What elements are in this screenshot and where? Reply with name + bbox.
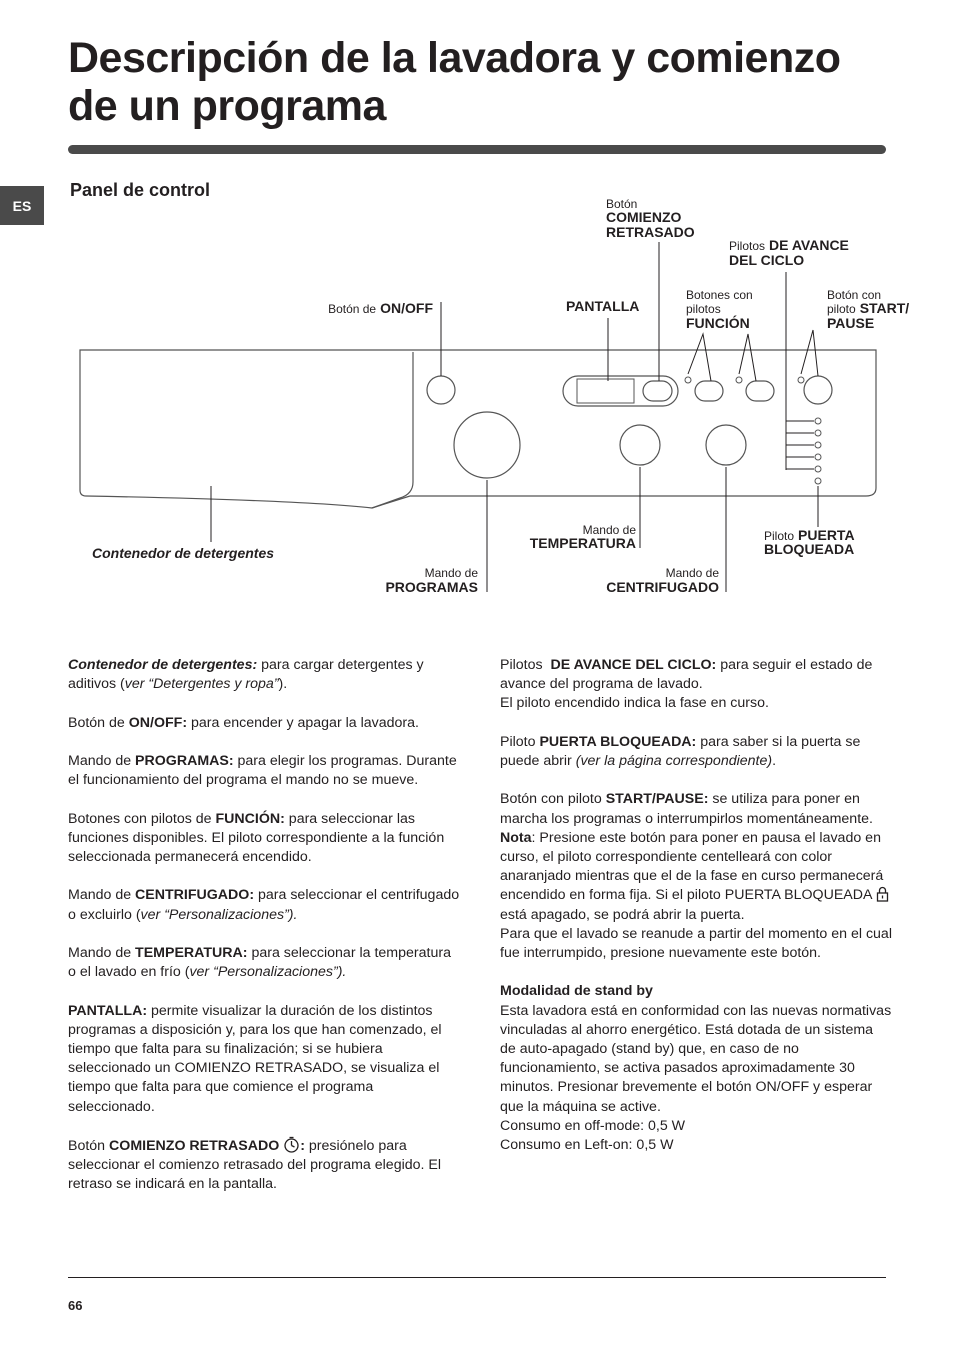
page-title: Descripción de la lavadora y comienzo de un programa: [68, 34, 841, 130]
page-number: 66: [68, 1298, 83, 1313]
temperature-knob: [620, 425, 660, 465]
label-temperatura-pre: Mando de: [582, 523, 636, 537]
section-heading: Panel de control: [70, 180, 211, 200]
function-led-2: [736, 377, 742, 383]
para-contenedor: Contenedor de detergentes: para cargar detergentes y aditivos (ver “Detergentes y ropa”).: [68, 657, 424, 693]
label-pantalla: PANTALLA: [566, 298, 640, 314]
label-comienzo-1: COMIENZO: [606, 209, 682, 225]
label-puerta-2: BLOQUEADA: [764, 541, 855, 557]
function-button-1: [695, 381, 723, 401]
left-column: [68, 656, 460, 1214]
label-programas-pre: Mando de: [424, 566, 478, 580]
lock-icon: [876, 886, 889, 902]
label-funcion-1: Botones con: [686, 288, 753, 302]
para-programas: Mando de PROGRAMAS: para elegir los programas. Durante el funcionamiento del programa el mando no se mueve.: [68, 752, 457, 789]
para-comienzo: Botón COMIENZO RETRASADO : presiónelo para seleccionar el comienzo retrasado del programa elegido. El retraso se indicará en la pantalla.: [68, 1137, 442, 1193]
para-centrifugado: Mando de CENTRIFUGADO: para seleccionar el centrifugado o excluirlo (ver “Personalizaciones”).: [68, 887, 460, 923]
start-led: [798, 377, 804, 383]
para-puerta: Piloto PUERTA BLOQUEADA: para saber si la puerta se puede abrir (ver la página correspondiente).: [500, 733, 861, 769]
label-start-1: Botón con: [827, 288, 882, 302]
para-avance: Pilotos DE AVANCE DEL CICLO: para seguir el estado de avance del programa de lavado. El piloto encendido indica la fase en curso.: [500, 657, 873, 712]
function-button-2: [746, 381, 774, 401]
program-knob: [454, 412, 520, 478]
label-start-3: PAUSE: [827, 315, 875, 331]
para-pantalla: PANTALLA: permite visualizar la duración de los distintos programas a disposición y, para los que han comenzado, el tiempo que falta para su finalización; si se hubiera seleccionado un COMIENZO RETRASADO, se visualiza el tiempo que falta para que comience el programa seleccionado.: [68, 1002, 442, 1115]
para-temperatura: Mando de TEMPERATURA: para seleccionar la temperatura o el lavado en frío (ver “Personalizaciones”).: [68, 944, 451, 981]
label-onoff: Botón de ON/OFF: [328, 300, 433, 316]
label-start-2: piloto START/: [827, 300, 910, 316]
display-screen: [577, 379, 634, 403]
control-panel-diagram: [0, 0, 954, 640]
label-centrifugado: CENTRIFUGADO: [606, 579, 719, 595]
label-avance-2: DEL CICLO: [729, 252, 805, 268]
para-funcion: Botones con pilotos de FUNCIÓN: para seleccionar las funciones disponibles. El piloto correspondiente a la función seleccionada permanecerá encendido.: [68, 810, 445, 865]
standby-title: Modalidad de stand by: [500, 983, 653, 1000]
panel-outline: [80, 350, 876, 508]
language-tab: ES: [0, 186, 44, 225]
label-puerta: Piloto PUERTA: [764, 527, 855, 543]
label-programas: PROGRAMAS: [385, 579, 478, 595]
detergent-drawer: [372, 352, 413, 508]
para-start: Botón con piloto START/PAUSE: se utiliza para poner en marcha los programas o interrumpirlos momentáneamente.: [500, 791, 873, 827]
start-button-shape: [804, 376, 832, 404]
footer-divider: [68, 1277, 886, 1278]
label-contenedor: Contenedor de detergentes: [92, 545, 275, 561]
onoff-button-shape: [427, 376, 455, 404]
label-comienzo-2: RETRASADO: [606, 224, 695, 240]
label-temperatura: TEMPERATURA: [529, 535, 636, 551]
progress-leds: [815, 418, 821, 484]
label-comienzo-pre: Botón: [606, 197, 638, 211]
timer-icon: [283, 1136, 300, 1153]
label-centrifugado-pre: Mando de: [665, 566, 719, 580]
standby-section: Modalidad de stand by Esta lavadora está en conformidad con las nuevas normativas vinculadas al ahorro energético. Está dotada de un sistema de auto-apagado (stand by) que, en caso de no funcionamiento, se activa pasados aproximadamente 30 minutos. Presionar brevemente el botón ON/OFF y esperar que la máquina se active. Consumo en off-mode: 0,5 W Consumo en Left-on: 0,5 W: [500, 983, 892, 1154]
right-column: [500, 656, 892, 1155]
para-nota: Nota: Presione este botón para poner en pausa el lavado en curso, el piloto correspondiente centelleará con color anaranjado mientras que el de la fase en curso permanecerá encendido en forma fija. Si el piloto PUERTA BLOQUEADA está apagado, se podrá abrir la puerta. Para que el lavado se reanude a partir del momento en el cual fue interrumpido, presione nuevamente este botón.: [500, 829, 892, 962]
label-funcion-3: FUNCIÓN: [686, 315, 750, 331]
label-funcion-2: pilotos: [686, 302, 721, 316]
function-led-1: [685, 377, 691, 383]
spin-knob: [706, 425, 746, 465]
label-avance: Pilotos DE AVANCE: [729, 237, 849, 253]
para-onoff: Botón de ON/OFF: para encender y apagar la lavadora.: [68, 714, 419, 731]
delay-button-shape: [643, 381, 672, 401]
